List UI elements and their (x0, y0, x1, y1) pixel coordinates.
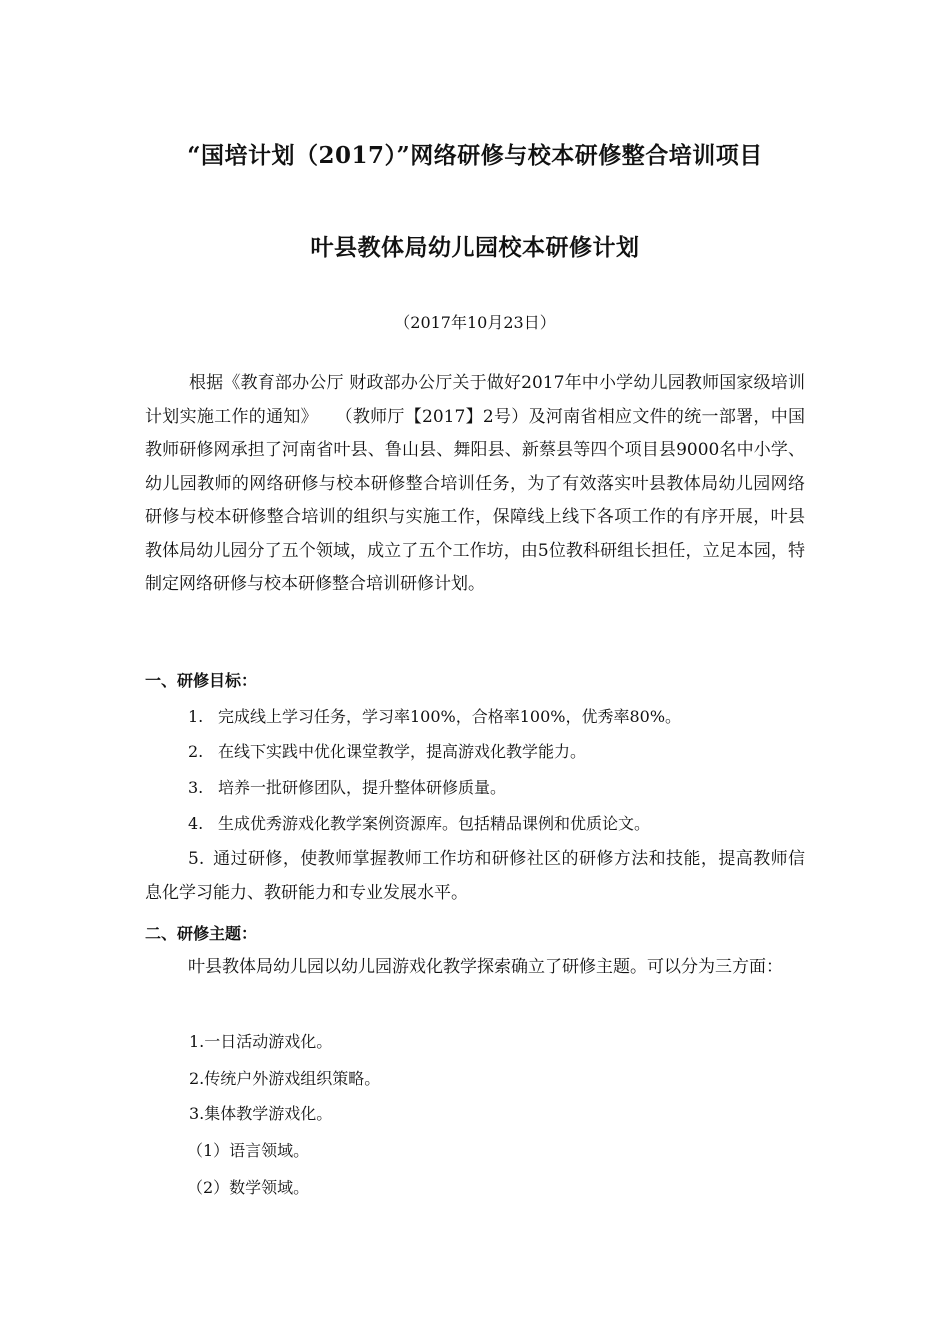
goal-text: 在线下实践中优化课堂教学，提高游戏化教学能力。 (218, 742, 587, 761)
goal-number: 1. (188, 707, 204, 726)
goal-number: 4. (188, 814, 204, 833)
goal-number: 3. (188, 778, 204, 797)
subtopic-item: （2）数学领域。 (187, 1178, 310, 1197)
intro-paragraph: 根据《教育部办公厅 财政部办公厅关于做好2017年中小学幼儿园教师国家级培训计划实施工作的通知》 （教师厅【2017】2号）及河南省相应文件的统一部署，中国教师研修网承担了河南省叶县、鲁山县、舞阳县、新蔡县等四个项目县9000名中小学、幼儿园教师的网络研修与校本研修整合培训任务，为了有效落实叶县教体局幼儿园网络研修与校本研修整合培训的组织与实施工作，保障线上线下各项工作的有序开展，叶县教体局幼儿园分了五个领域，成立了五个工作坊，由5位教科研组长担任，立足本园，特制定网络研修与校本研修整合培训研修计划。 (145, 373, 805, 594)
goal-item (188, 704, 681, 727)
goal-text: 培养一批研修团队，提升整体研修质量。 (218, 778, 507, 797)
document-title-line2: 叶县教体局幼儿园校本研修计划 (310, 234, 640, 261)
theme-intro-paragraph: 叶县教体局幼儿园以幼儿园游戏化教学探索确立了研修主题。可以分为三方面： (188, 957, 783, 977)
subtopic-item: （1）语言领域。 (187, 1141, 310, 1160)
document-title-line1: “国培计划（2017）”网络研修与校本研修整合培训项目 (187, 142, 763, 169)
goal-text: 完成线上学习任务，学习率100%，合格率100%，优秀率80%。 (218, 707, 682, 726)
goal-number: 5. (188, 849, 205, 869)
document-date: （2017年10月23日） (394, 313, 556, 332)
goal-item (188, 739, 586, 762)
topic-item: 3.集体教学游戏化。 (189, 1104, 333, 1123)
section-heading-theme: 二、研修主题： (145, 924, 258, 943)
goal-text: 生成优秀游戏化教学案例资源库。包括精品课例和优质论文。 (218, 814, 651, 833)
section-heading-goals: 一、研修目标： (145, 671, 258, 690)
goal-item (188, 811, 650, 834)
topic-item: 2.传统户外游戏组织策略。 (189, 1069, 381, 1088)
goal-text: 通过研修，使教师掌握教师工作坊和研修社区的研修方法和技能，提高教师信息化学习能力、教研能力和专业发展水平。 (145, 849, 805, 903)
goal-item (188, 775, 506, 798)
topic-item: 1.一日活动游戏化。 (189, 1032, 333, 1051)
goal-number: 2. (188, 742, 204, 761)
goal-item (145, 843, 805, 910)
